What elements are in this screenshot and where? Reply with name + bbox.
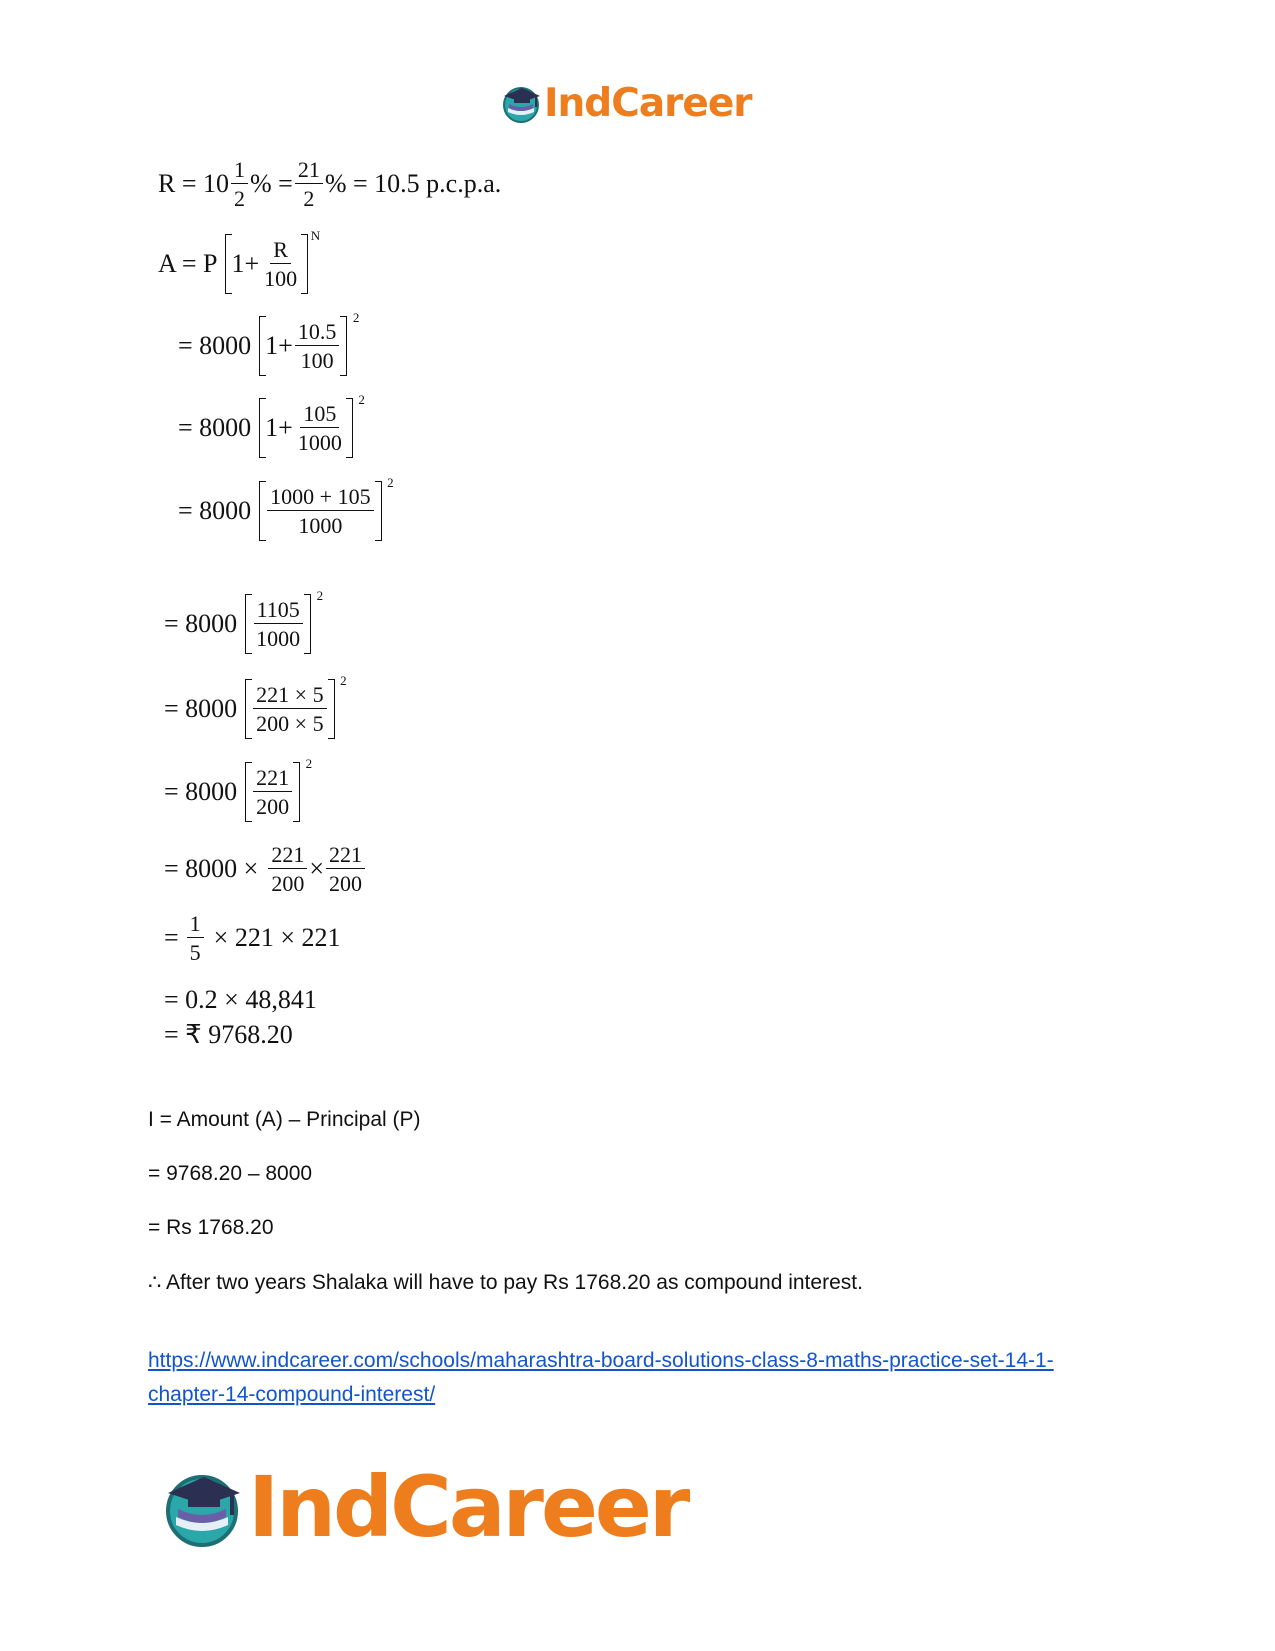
rate-lhs: R = 10 [158,169,230,199]
rate-pct: % = [250,169,293,199]
step-9: = 0.2 × 48,841 [164,985,317,1014]
bracket-expression: 1+ $\frac{R}{100}$ $^N$ [225,238,308,290]
rate-value: % = 10.5 p.c.p.a. [324,169,502,199]
globe-cap-icon [160,1465,244,1549]
step-3: = 8000 $\frac{1000 + 105}{1000}$ $^2$ [178,475,394,539]
interest-formula-line: I = Amount (A) – Principal (P) [148,1108,421,1131]
result-line: = Rs 1768.20 [148,1216,274,1239]
step-5: = 8000 $\frac{221 \times 5}{200 \times 5}$ $^2$ [164,673,347,737]
mixed-fraction: $\frac{1}{2}$ [231,158,248,210]
brand-wordmark: IndCareer [248,1458,688,1556]
brand-wordmark: IndCareer [544,80,752,126]
step-10: = ₹ 9768.20 [164,1020,293,1049]
source-link[interactable]: https://www.indcareer.com/schools/maharashtra-board-solutions-class-8-maths-practice-set-14-1-chapter-14-compound-interest/ [148,1349,1054,1406]
step-2: = 8000 1+ $\frac{105}{1000}$ $^2$ [178,392,365,456]
footer-logo [160,1458,688,1556]
step-1: = 8000 1+ $\frac{10.5}{100}$ $^2$ [178,310,360,374]
conclusion-line: ∴ After two years Shalaka will have to pay Rs 1768.20 as compound interest. [148,1271,863,1294]
step-6: = 8000 $\frac{221}{200}$ $^2$ [164,756,313,820]
subtraction-line: = 9768.20 – 8000 [148,1162,313,1185]
step-8: = $\frac{1}{5}$ × 221 × 221 [164,911,341,966]
rate-line [158,158,501,210]
step-7: = 8000 × $\frac{221}{200}$ × $\frac{221}{200}$ [164,843,367,895]
step-4: = 8000 $\frac{1105}{1000}$ $^2$ [164,588,324,652]
header-logo [500,78,752,128]
globe-cap-icon [500,82,542,124]
compound-formula: A = P 1+ $\frac{R}{100}$ $^N$ [158,228,321,292]
rate-fraction: $\frac{21}{2}$ [295,158,323,210]
